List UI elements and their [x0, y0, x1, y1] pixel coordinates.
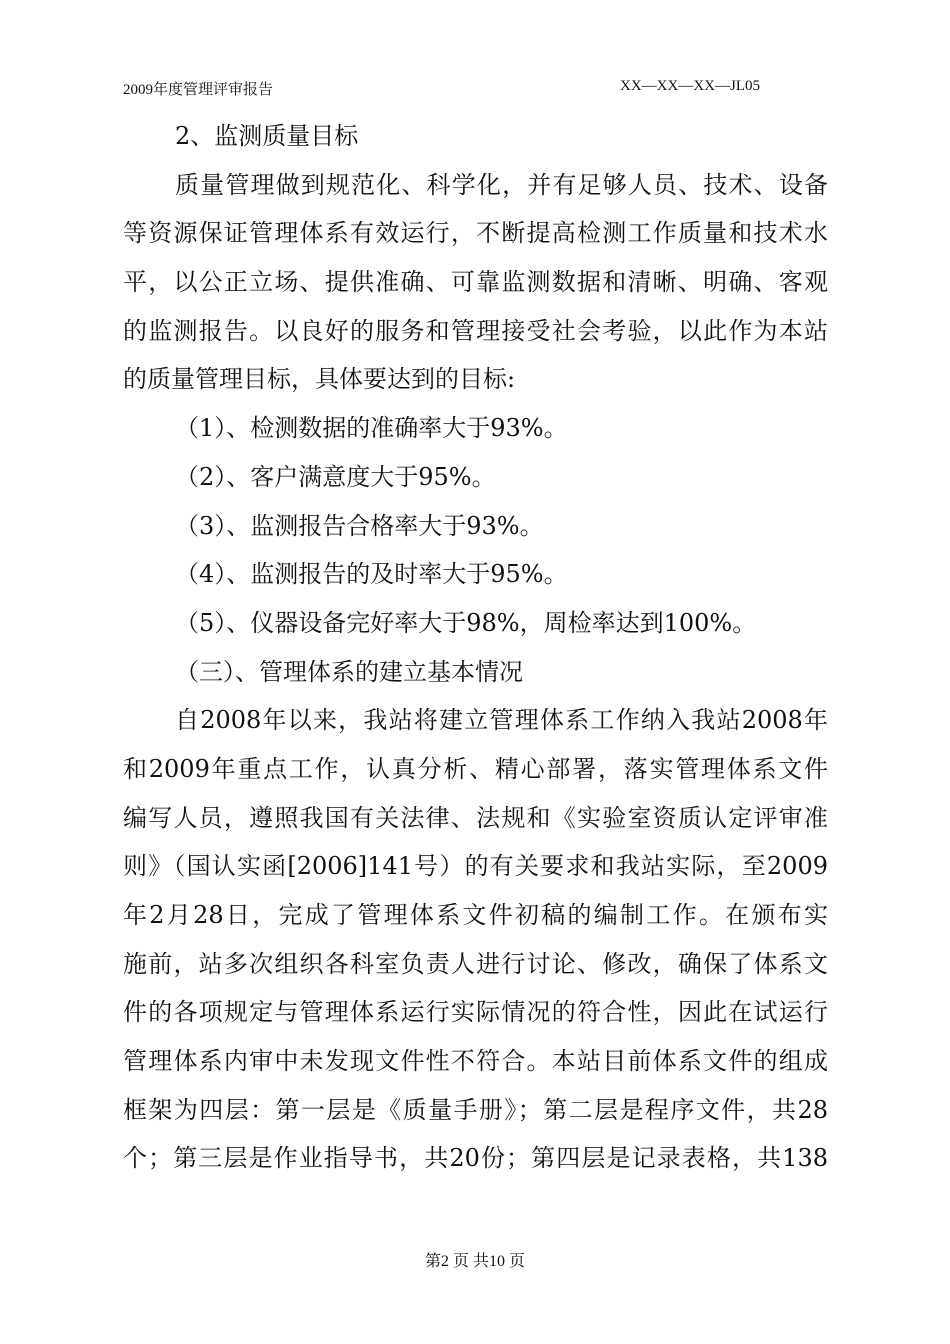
goal-item: （1）、检测数据的准确率大于93%。	[175, 414, 568, 443]
paragraph-line: 则》（国认实函[2006]141号）的有关要求和我站实际，至2009	[123, 852, 828, 881]
subsection-heading: （三）、管理体系的建立基本情况	[175, 657, 523, 686]
section-heading: 2、监测质量目标	[175, 122, 359, 150]
paragraph-line: 自2008年以来，我站将建立管理体系工作纳入我站2008年	[175, 706, 828, 735]
paragraph-line: 和2009年重点工作，认真分析、精心部署，落实管理体系文件	[123, 754, 828, 783]
paragraph-line: 等资源保证管理体系有效运行，不断提高检测工作质量和技术水	[123, 219, 828, 248]
header-document-title: 2009年度管理评审报告	[123, 82, 274, 98]
goal-item: （3）、监测报告合格率大于93%。	[175, 511, 544, 540]
document-body	[123, 112, 828, 1183]
goal-item: （4）、监测报告的及时率大于95%。	[175, 560, 568, 589]
paragraph-line: 质量管理做到规范化、科学化，并有足够人员、技术、设备	[175, 170, 828, 199]
goal-item: （5）、仪器设备完好率大于98%，周检率达到100%。	[175, 608, 757, 637]
goal-item: （2）、客户满意度大于95%。	[175, 462, 496, 491]
paragraph-line: 管理体系内审中未发现文件性不符合。本站目前体系文件的组成	[123, 1047, 828, 1076]
page-number-footer: 第2 页 共10 页	[424, 1253, 525, 1270]
paragraph-line: 编写人员，遵照我国有关法律、法规和《实验室资质认定评审准	[123, 803, 828, 832]
paragraph-line: 的质量管理目标，具体要达到的目标:	[123, 365, 516, 394]
paragraph-line: 的监测报告。以良好的服务和管理接受社会考验，以此作为本站	[123, 316, 828, 345]
paragraph-line: 平，以公正立场、提供准确、可靠监测数据和清晰、明确、客观	[123, 268, 828, 297]
header-document-code: XX—XX—XX—JL05	[620, 78, 760, 94]
paragraph-line: 件的各项规定与管理体系运行实际情况的符合性，因此在试运行	[123, 998, 828, 1027]
paragraph-line: 年2月28日，完成了管理体系文件初稿的编制工作。在颁布实	[123, 901, 828, 929]
paragraph-line: 个；第三层是作业指导书，共20份；第四层是记录表格，共138	[123, 1144, 828, 1173]
paragraph-line: 施前，站多次组织各科室负责人进行讨论、修改，确保了体系文	[123, 949, 828, 978]
paragraph-line: 框架为四层：第一层是《质量手册》；第二层是程序文件，共28	[123, 1095, 828, 1124]
